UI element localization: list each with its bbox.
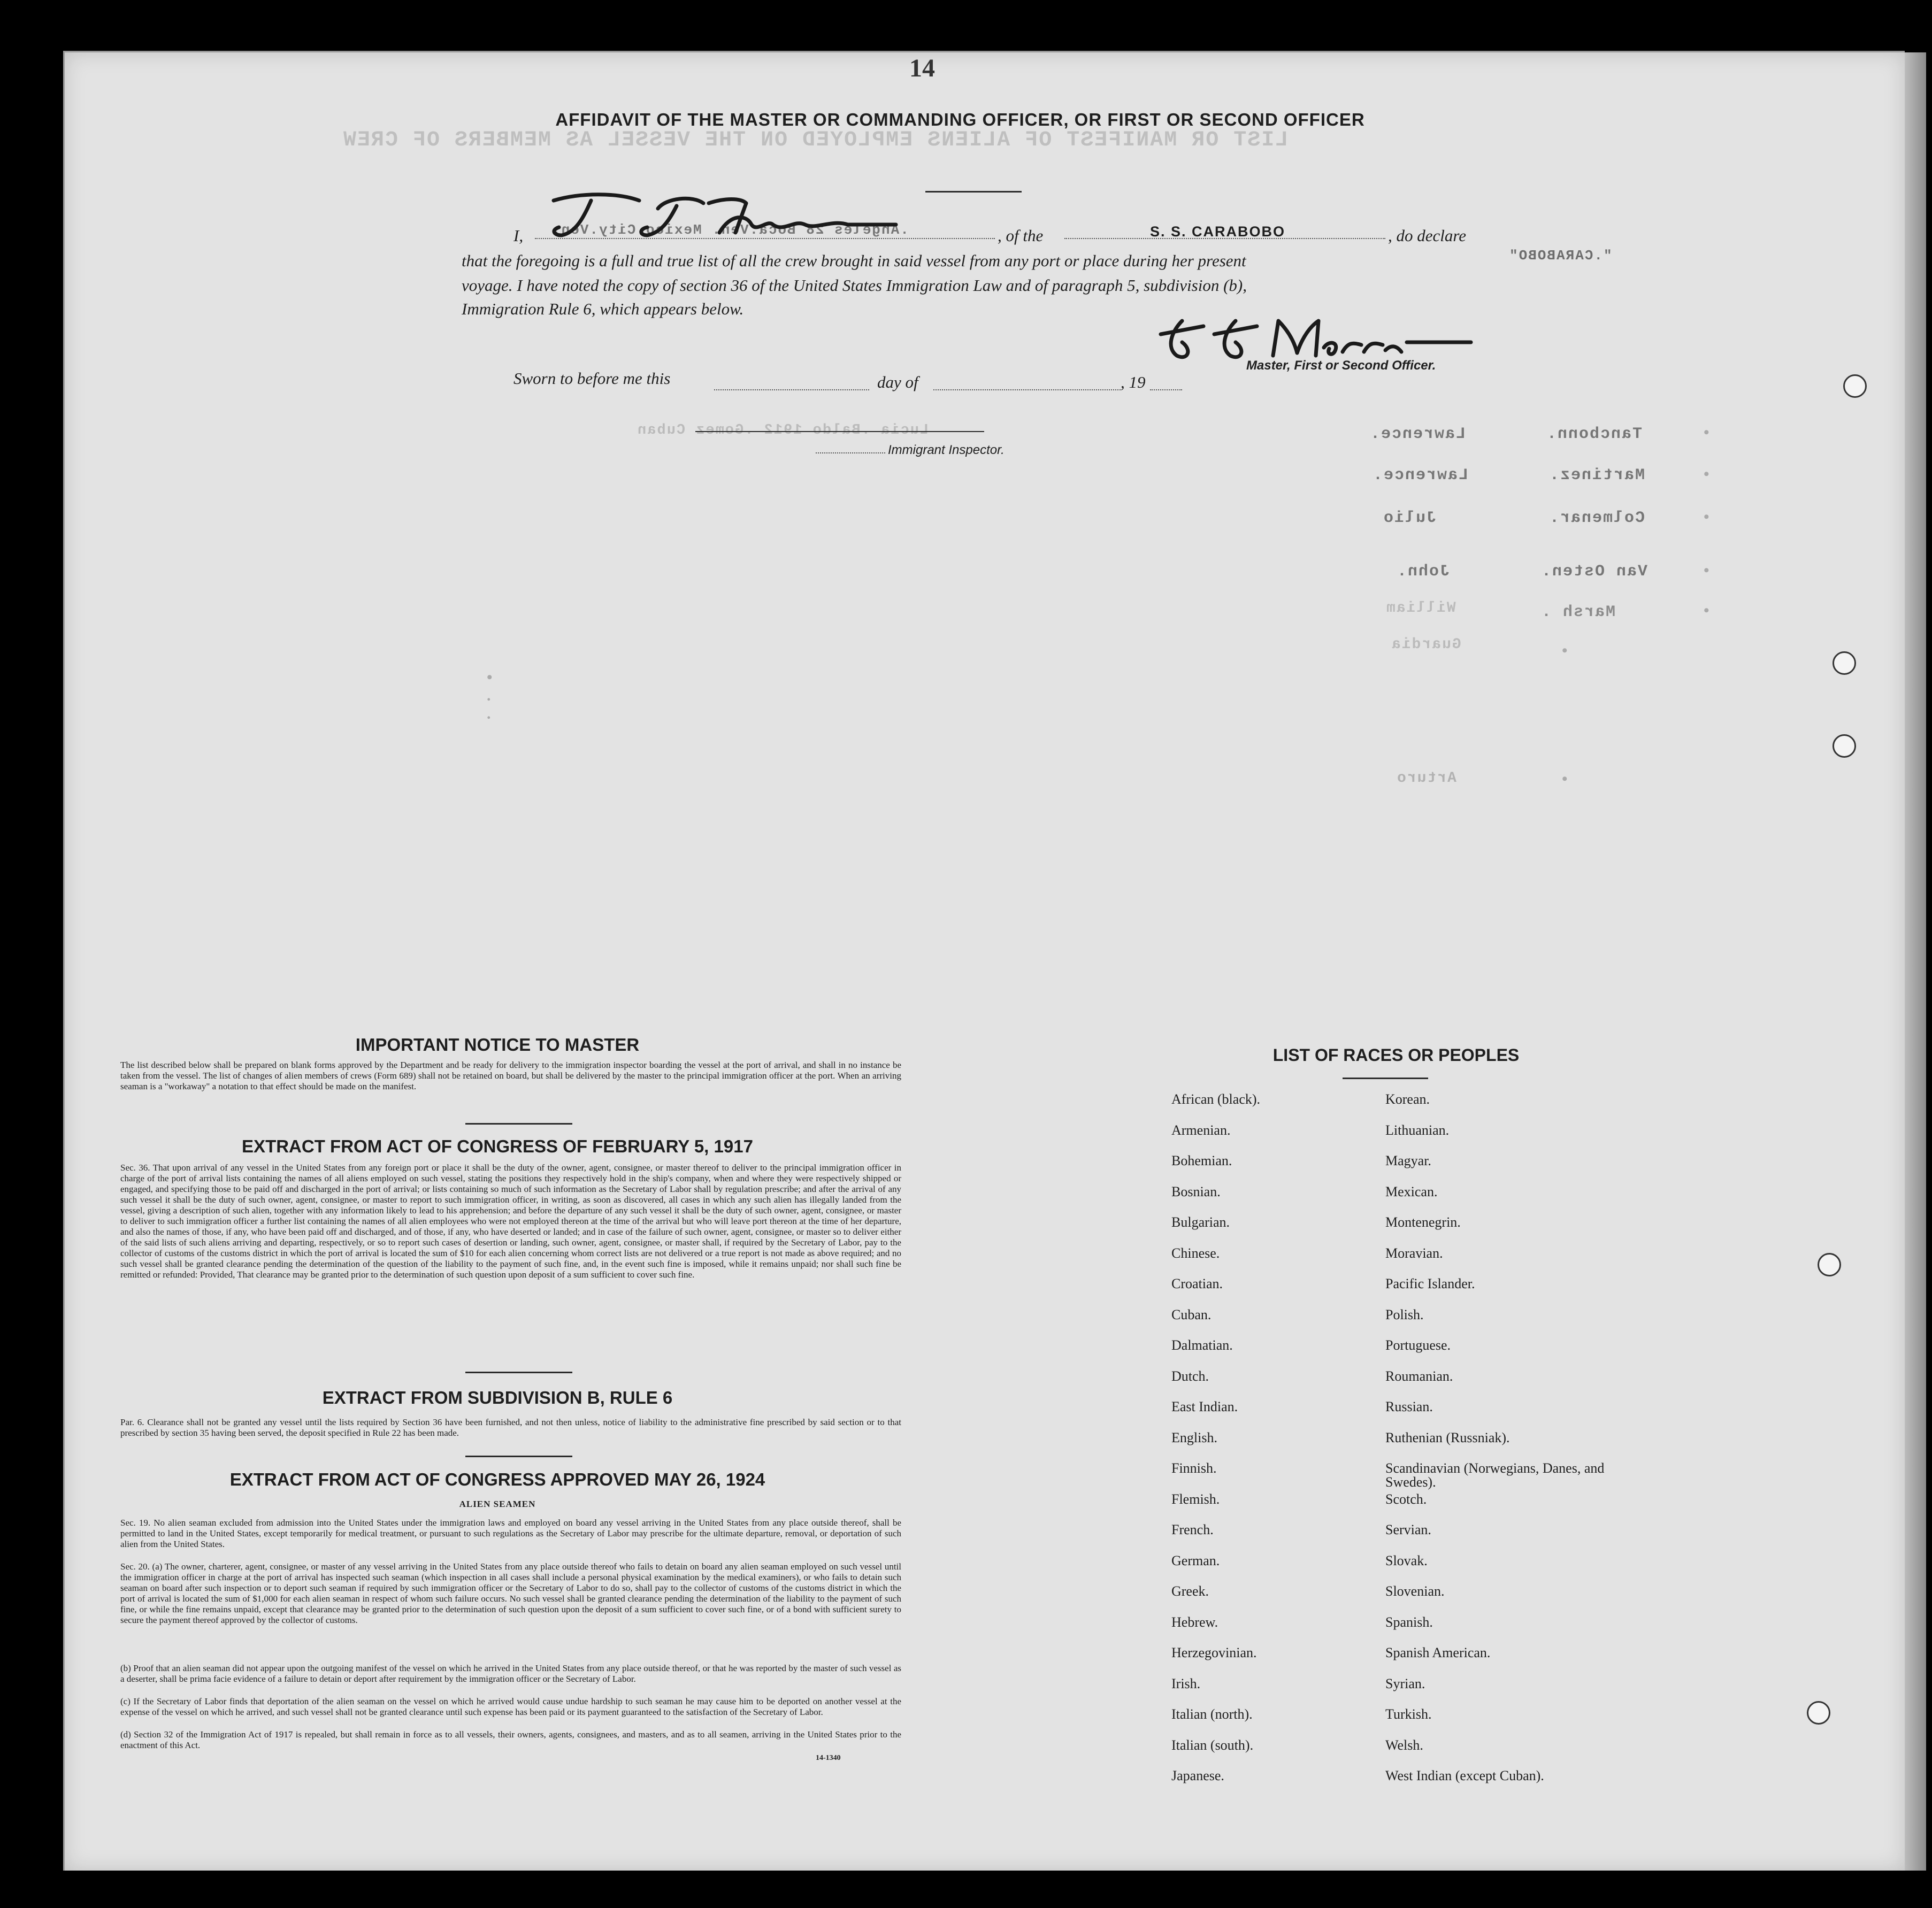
race-item-left: German. [1171, 1552, 1220, 1568]
race-item-left: Hebrew. [1171, 1614, 1218, 1630]
sworn-prefix: Sworn to before me this [513, 369, 671, 388]
inspector-caption: Immigrant Inspector. [888, 443, 1005, 457]
race-item-left: English. [1171, 1429, 1217, 1445]
affidavit-title: AFFIDAVIT OF THE MASTER OR COMMANDING OFFICER, OR FIRST OR SECOND OFFICER [555, 110, 1365, 129]
race-item-right: Slovak. [1385, 1552, 1428, 1568]
race-item-right: Ruthenian (Russniak). [1385, 1429, 1510, 1445]
sheet-edge [1905, 52, 1926, 1871]
inspector-dotted-line [816, 452, 885, 453]
race-item-right: Polish. [1385, 1306, 1424, 1322]
sworn-day-of: day of [877, 373, 918, 391]
race-item-left: Greek. [1171, 1583, 1209, 1599]
race-item-left: Herzegovinian. [1171, 1645, 1257, 1660]
race-item-right: Mexican. [1385, 1183, 1438, 1199]
race-item-left: Italian (north). [1171, 1706, 1253, 1722]
vessel-name: S. S. CARABOBO [1150, 224, 1286, 240]
sworn-day-line [714, 389, 869, 390]
affidavit-line-3: voyage. I have noted the copy of section 36 of the United States Immigration Law and of paragraph 5, subdivision (b), [462, 276, 1247, 295]
race-item-left: Dalmatian. [1171, 1337, 1233, 1353]
race-item-right: Montenegrin. [1385, 1214, 1461, 1230]
declarant-signature [532, 182, 907, 246]
notice-body: The list described below shall be prepared on blank forms approved by the Department and be ready for delivery to the immigration inspector boarding the vessel at the port of arrival, and shall in no instance be taken from the vessel. The list of changes of alien members of crews (Form 689) shall not be retained on board, but shall be delivered by the master to the principal immigration officer at the port. When an arriving seaman is a "workaway" a notation to that effect should be made on the manifest. [120, 1060, 901, 1091]
sworn-year-line [1150, 389, 1182, 390]
race-item-right: Servian. [1385, 1522, 1431, 1537]
affidavit-of-the: , of the [998, 226, 1044, 245]
race-item-left: Italian (south). [1171, 1737, 1254, 1753]
race-item-right: Syrian. [1385, 1675, 1425, 1691]
sworn-year-prefix: , 19 [1121, 373, 1146, 391]
race-item-left: East Indian. [1171, 1399, 1238, 1414]
race-item-left: Bosnian. [1171, 1183, 1221, 1199]
form-number: 14-1340 [816, 1754, 841, 1762]
race-item-right: Magyar. [1385, 1153, 1431, 1168]
extract-1924-sec20b: (b) Proof that an alien seaman did not appear upon the outgoing manifest of the vessel on which he arrived in the United States from any place outside thereof, or that he was reported by the master of such vessel as a deserter, shall be prima facie evidence of a failure to detain or deport after requirement by the immigration officer or the Secretary of Labor. [120, 1663, 901, 1684]
race-item-right: Spanish. [1385, 1614, 1433, 1630]
race-item-right: Moravian. [1385, 1245, 1443, 1261]
affidavit-line-4: Immigration Rule 6, which appears below. [462, 299, 744, 318]
extract-1924-title: EXTRACT FROM ACT OF CONGRESS APPROVED MAY 26, 1924 [229, 1470, 765, 1489]
extract-1924-subtitle: ALIEN SEAMEN [459, 1499, 536, 1509]
inspector-signature-line [695, 431, 984, 432]
races-list [1171, 1093, 1653, 1800]
sworn-month-line [933, 389, 1121, 390]
race-item-left: African (black). [1171, 1091, 1261, 1107]
race-item-right: Lithuanian. [1385, 1122, 1450, 1138]
extract-rule6-body: Par. 6. Clearance shall not be granted any vessel until the lists required by Section 36 have been furnished, and not then unless, notice of liability to the administrative fine prescribed by said section or to that prescribed by section 35 having been served, the deposit specified in Rule 22 has been made. [120, 1417, 901, 1438]
extract-1924-sec20c: (c) If the Secretary of Labor finds that deportation of the alien seaman on the vessel on which he arrived would cause undue hardship to such seaman he may cause him to be deported on another vessel at the expense of the vessel on which he arrived, and such vessel shall not be granted clearance until such expense has been paid or its payment guaranteed to the satisfaction of the Secretary of Labor. [120, 1696, 901, 1717]
race-item-right: Roumanian. [1385, 1368, 1453, 1384]
extract-1917-rule [465, 1372, 572, 1373]
binder-hole [1818, 1253, 1841, 1276]
master-signature [1150, 305, 1492, 364]
race-item-right: Russian. [1385, 1399, 1433, 1414]
race-item-left: Finnish. [1171, 1460, 1217, 1476]
extract-1917-body: Sec. 36. That upon arrival of any vessel in the United States from any foreign port or place it shall be the duty of the owner, agent, consignee, or master thereof to deliver to the principal immigration officer in charge of the port of arrival lists containing the names of all aliens employed on such vessel, stating the positions they respectively hold in the ship's company, when and where they were respectively shipped or engaged, and specifying those to be paid off and discharged in the port of arrival; or lists containing so much of such information as the Secretary of Labor shall by regulation prescribe; and after the arrival of any such vessel it shall be the duty of such owner, agent, consignee, or master to report to such immigration officer, in writing, as soon as discovered, all cases in which any such alien has illegally landed from the vessel, giving a description of such alien, together with any information likely to lead to his apprehension; and before the departure of any such vessel it shall be the duty of such owner, agent, consignee, or master to deliver to such immigration officer a further list containing the names of all alien employees who were not employed thereon at the time of the arrival but who will leave port thereon at the time of her departure, and also the names of those, if any, who have been paid off and discharged, and of those, if any, who have deserted or landed; and in case of the failure of such owner, agent, consignee, or master so to deliver either of the said lists of such aliens arriving and departing, respectively, or so to report such cases of desertion or landing, such owner, agent, consignee, or master shall, if required by the Secretary of Labor, pay to the collector of customs of the customs district in which the port of arrival is located the sum of $10 for each alien concerning whom correct lists are not delivered or a true report is not made as above required; and no such vessel shall be granted clearance pending the determination of the question of the liability to the payment of such fine, and, in the event such fine is imposed, while it remains unpaid; nor shall such fine be remitted or refunded: Provided, That clearance may be granted prior to the determination of such question upon deposit of a sum sufficient to cover such fine. [120, 1163, 901, 1280]
race-item-right: West Indian (except Cuban). [1385, 1768, 1544, 1783]
race-item-left: Armenian. [1171, 1122, 1231, 1138]
affidavit-line-2: that the foregoing is a full and true list of all the crew brought in said vessel from any port or place during her present [462, 251, 1246, 270]
race-item-right: Spanish American. [1385, 1645, 1491, 1660]
race-item-right: Scotch. [1385, 1491, 1427, 1507]
race-item-right: Slovenian. [1385, 1583, 1445, 1599]
races-title: LIST OF RACES OR PEOPLES [1272, 1045, 1520, 1065]
extract-1924-sec20a: Sec. 20. (a) The owner, charterer, agent, consignee, or master of any vessel arriving in the United States from any place outside thereof who fails to detain on board any alien seaman employed on such vessel until the immigration officer in charge at the port of arrival has inspected such seaman (which inspection in all cases shall include a personal physical examination by the medical examiners), or who fails to detain such seaman on board after such inspection or to deport such seaman if required by such immigration officer or the Secretary of Labor to do so, shall pay to the collector of customs of the customs district in which the port of arrival is located the sum of $1,000 for each alien seaman in respect of whom such failure occurs. No such vessel shall be granted clearance pending the determination of the liability to the payment of such fine, or while the fine remains unpaid, except that clearance may be granted prior to the determination of such question upon the deposit of a sum sufficient to cover such fine, or of a bond with sufficient surety to secure the payment thereof approved by the collector of customs. [120, 1561, 901, 1625]
race-item-left: Japanese. [1171, 1768, 1224, 1783]
races-title-rule [1343, 1078, 1428, 1079]
extract-1924-sec20d: (d) Section 32 of the Immigration Act of 1917 is repealed, but shall remain in force as to all vessels, their owners, agents, consignees, and masters, and as to all seamen, arriving in the United States prior to the enactment of this Act. [120, 1729, 901, 1750]
binder-hole [1843, 374, 1867, 398]
affidavit-declarant-prefix: I, [513, 226, 524, 245]
binder-hole [1807, 1701, 1830, 1725]
race-item-left: French. [1171, 1522, 1214, 1537]
declarant-name-line [535, 238, 995, 239]
extract-rule6-rule [465, 1456, 572, 1457]
race-item-right: Pacific Islander. [1385, 1276, 1475, 1291]
extract-1924-sec19: Sec. 19. No alien seaman excluded from admission into the United States under the immigration laws and employed on board any vessel arriving in the United States from any place outside thereof, shall be permitted to land in the United States, except temporarily for medical treatment, or pursuant to such regulations as the Secretary of Labor may prescribe for the ultimate departure, removal, or deportation of such alien from the United States. [120, 1518, 901, 1549]
extract-rule6-title: EXTRACT FROM SUBDIVISION B, RULE 6 [322, 1388, 673, 1407]
race-item-left: Chinese. [1171, 1245, 1220, 1261]
race-item-left: Bulgarian. [1171, 1214, 1230, 1230]
binder-hole [1833, 734, 1856, 758]
master-signature-caption: Master, First or Second Officer. [1246, 358, 1436, 373]
extract-1917-title: EXTRACT FROM ACT OF CONGRESS OF FEBRUARY 5, 1917 [242, 1136, 753, 1156]
race-item-left: Croatian. [1171, 1276, 1223, 1291]
race-item-right: Welsh. [1385, 1737, 1423, 1753]
race-item-right: Turkish. [1385, 1706, 1432, 1722]
notice-title: IMPORTANT NOTICE TO MASTER [355, 1035, 640, 1055]
page-number-mark: 14 [909, 54, 935, 82]
race-item-left: Dutch. [1171, 1368, 1209, 1384]
affidavit-do-declare: , do declare [1388, 226, 1467, 245]
affidavit-title-rule [925, 191, 1022, 193]
race-item-left: Bohemian. [1171, 1153, 1232, 1168]
race-item-right: Scandinavian (Norwegians, Danes, and Swedes). [1385, 1460, 1605, 1490]
race-item-right: Portuguese. [1385, 1337, 1451, 1353]
race-item-left: Cuban. [1171, 1306, 1212, 1322]
race-item-left: Irish. [1171, 1675, 1201, 1691]
race-item-left: Flemish. [1171, 1491, 1220, 1507]
race-item-right: Korean. [1385, 1091, 1430, 1107]
notice-rule [465, 1123, 572, 1125]
binder-hole [1833, 651, 1856, 675]
